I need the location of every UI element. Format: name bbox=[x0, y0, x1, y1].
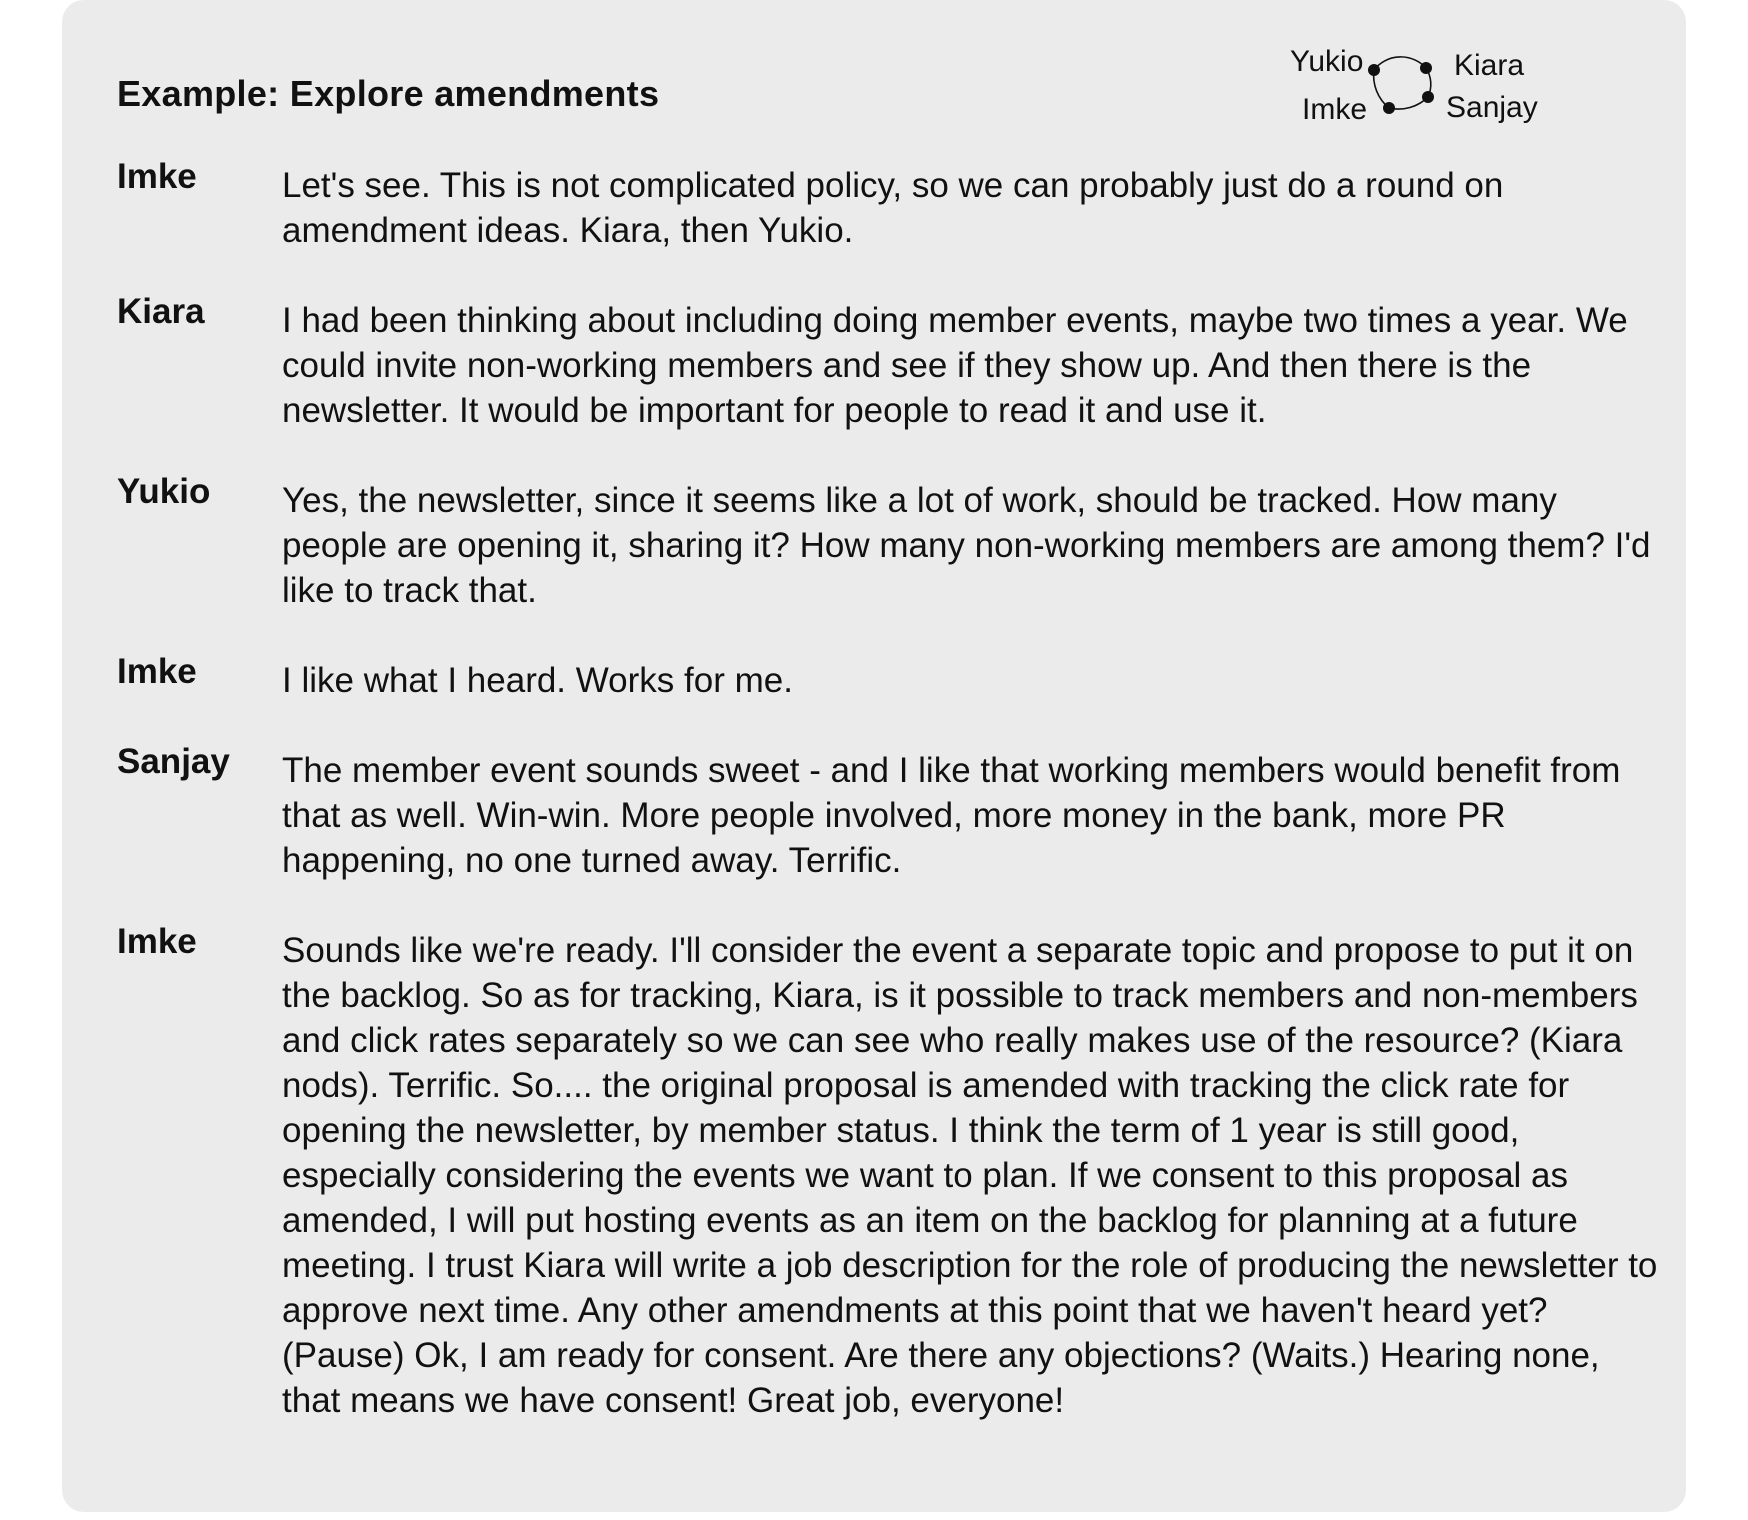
speaker-name: Kiara bbox=[117, 292, 205, 331]
utterance-text: I like what I heard. Works for me. bbox=[282, 661, 793, 700]
dialogue-turn bbox=[117, 922, 1662, 1423]
utterance-text: Yes, the newsletter, since it seems like a lot of work, should be tracked. How many people are opening it, sharing it? How many non-working members are among them? I'd like to track that. bbox=[282, 481, 1651, 610]
utterance-text: Let's see. This is not complicated policy, so we can probably just do a round on amendment ideas. Kiara, then Yukio. bbox=[282, 166, 1504, 250]
speaker-name: Yukio bbox=[117, 472, 211, 511]
dialogue-turn bbox=[117, 742, 1662, 883]
speaker-name: Imke bbox=[117, 157, 197, 196]
dialogue-turn bbox=[117, 472, 1662, 613]
seat-dot-sanjay bbox=[1422, 91, 1434, 103]
seat-dot-yukio bbox=[1368, 64, 1380, 76]
dialogue-turn bbox=[117, 652, 1662, 703]
speaker-name: Imke bbox=[117, 922, 197, 961]
speaker-name: Imke bbox=[117, 652, 197, 691]
example-panel bbox=[62, 0, 1686, 1512]
seat-dot-imke bbox=[1383, 102, 1395, 114]
seat-label-sanjay: Sanjay bbox=[1446, 91, 1538, 124]
seating-diagram bbox=[1290, 40, 1682, 150]
seat-dot-kiara bbox=[1420, 62, 1432, 74]
dialogue-turn bbox=[117, 292, 1662, 433]
seat-label-yukio: Yukio bbox=[1290, 45, 1364, 78]
utterance-text: Sounds like we're ready. I'll consider the event a separate topic and propose to put it on the backlog. So as for tracking, Kiara, is it possible to track members and non-members and click rates separately so we can see who really makes use of the resource? (Kiara nods). Terrific. So.... the original proposal is amended with tracking the click rate for opening the newsletter, by member status. I think the term of 1 year is still good, especially considering the events we want to plan. If we consent to this proposal as amended, I will put hosting events as an item on the backlog for planning at a future meeting. I trust Kiara will write a job description for the role of producing the newsletter to approve next time. Any other amendments at this point that we haven't heard yet? (Pause) Ok, I am ready for consent. Are there any objections? (Waits.) Hearing none, that means we have consent! Great job, everyone! bbox=[282, 931, 1658, 1420]
example-title: Example: Explore amendments bbox=[117, 73, 660, 114]
speaker-name: Sanjay bbox=[117, 742, 230, 781]
seat-label-imke: Imke bbox=[1302, 93, 1368, 126]
dialogue-turn bbox=[117, 157, 1662, 253]
dialogue bbox=[117, 157, 1662, 1423]
utterance-text: The member event sounds sweet - and I like that working members would benefit from that as well. Win-win. More people involved, more money in the bank, more PR happening, no one turned away. Terrific. bbox=[282, 751, 1621, 880]
utterance-text: I had been thinking about including doing member events, maybe two times a year. We could invite non-working members and see if they show up. And then there is the newsletter. It would be important for people to read it and use it. bbox=[282, 301, 1628, 430]
seat-label-kiara: Kiara bbox=[1454, 49, 1525, 82]
